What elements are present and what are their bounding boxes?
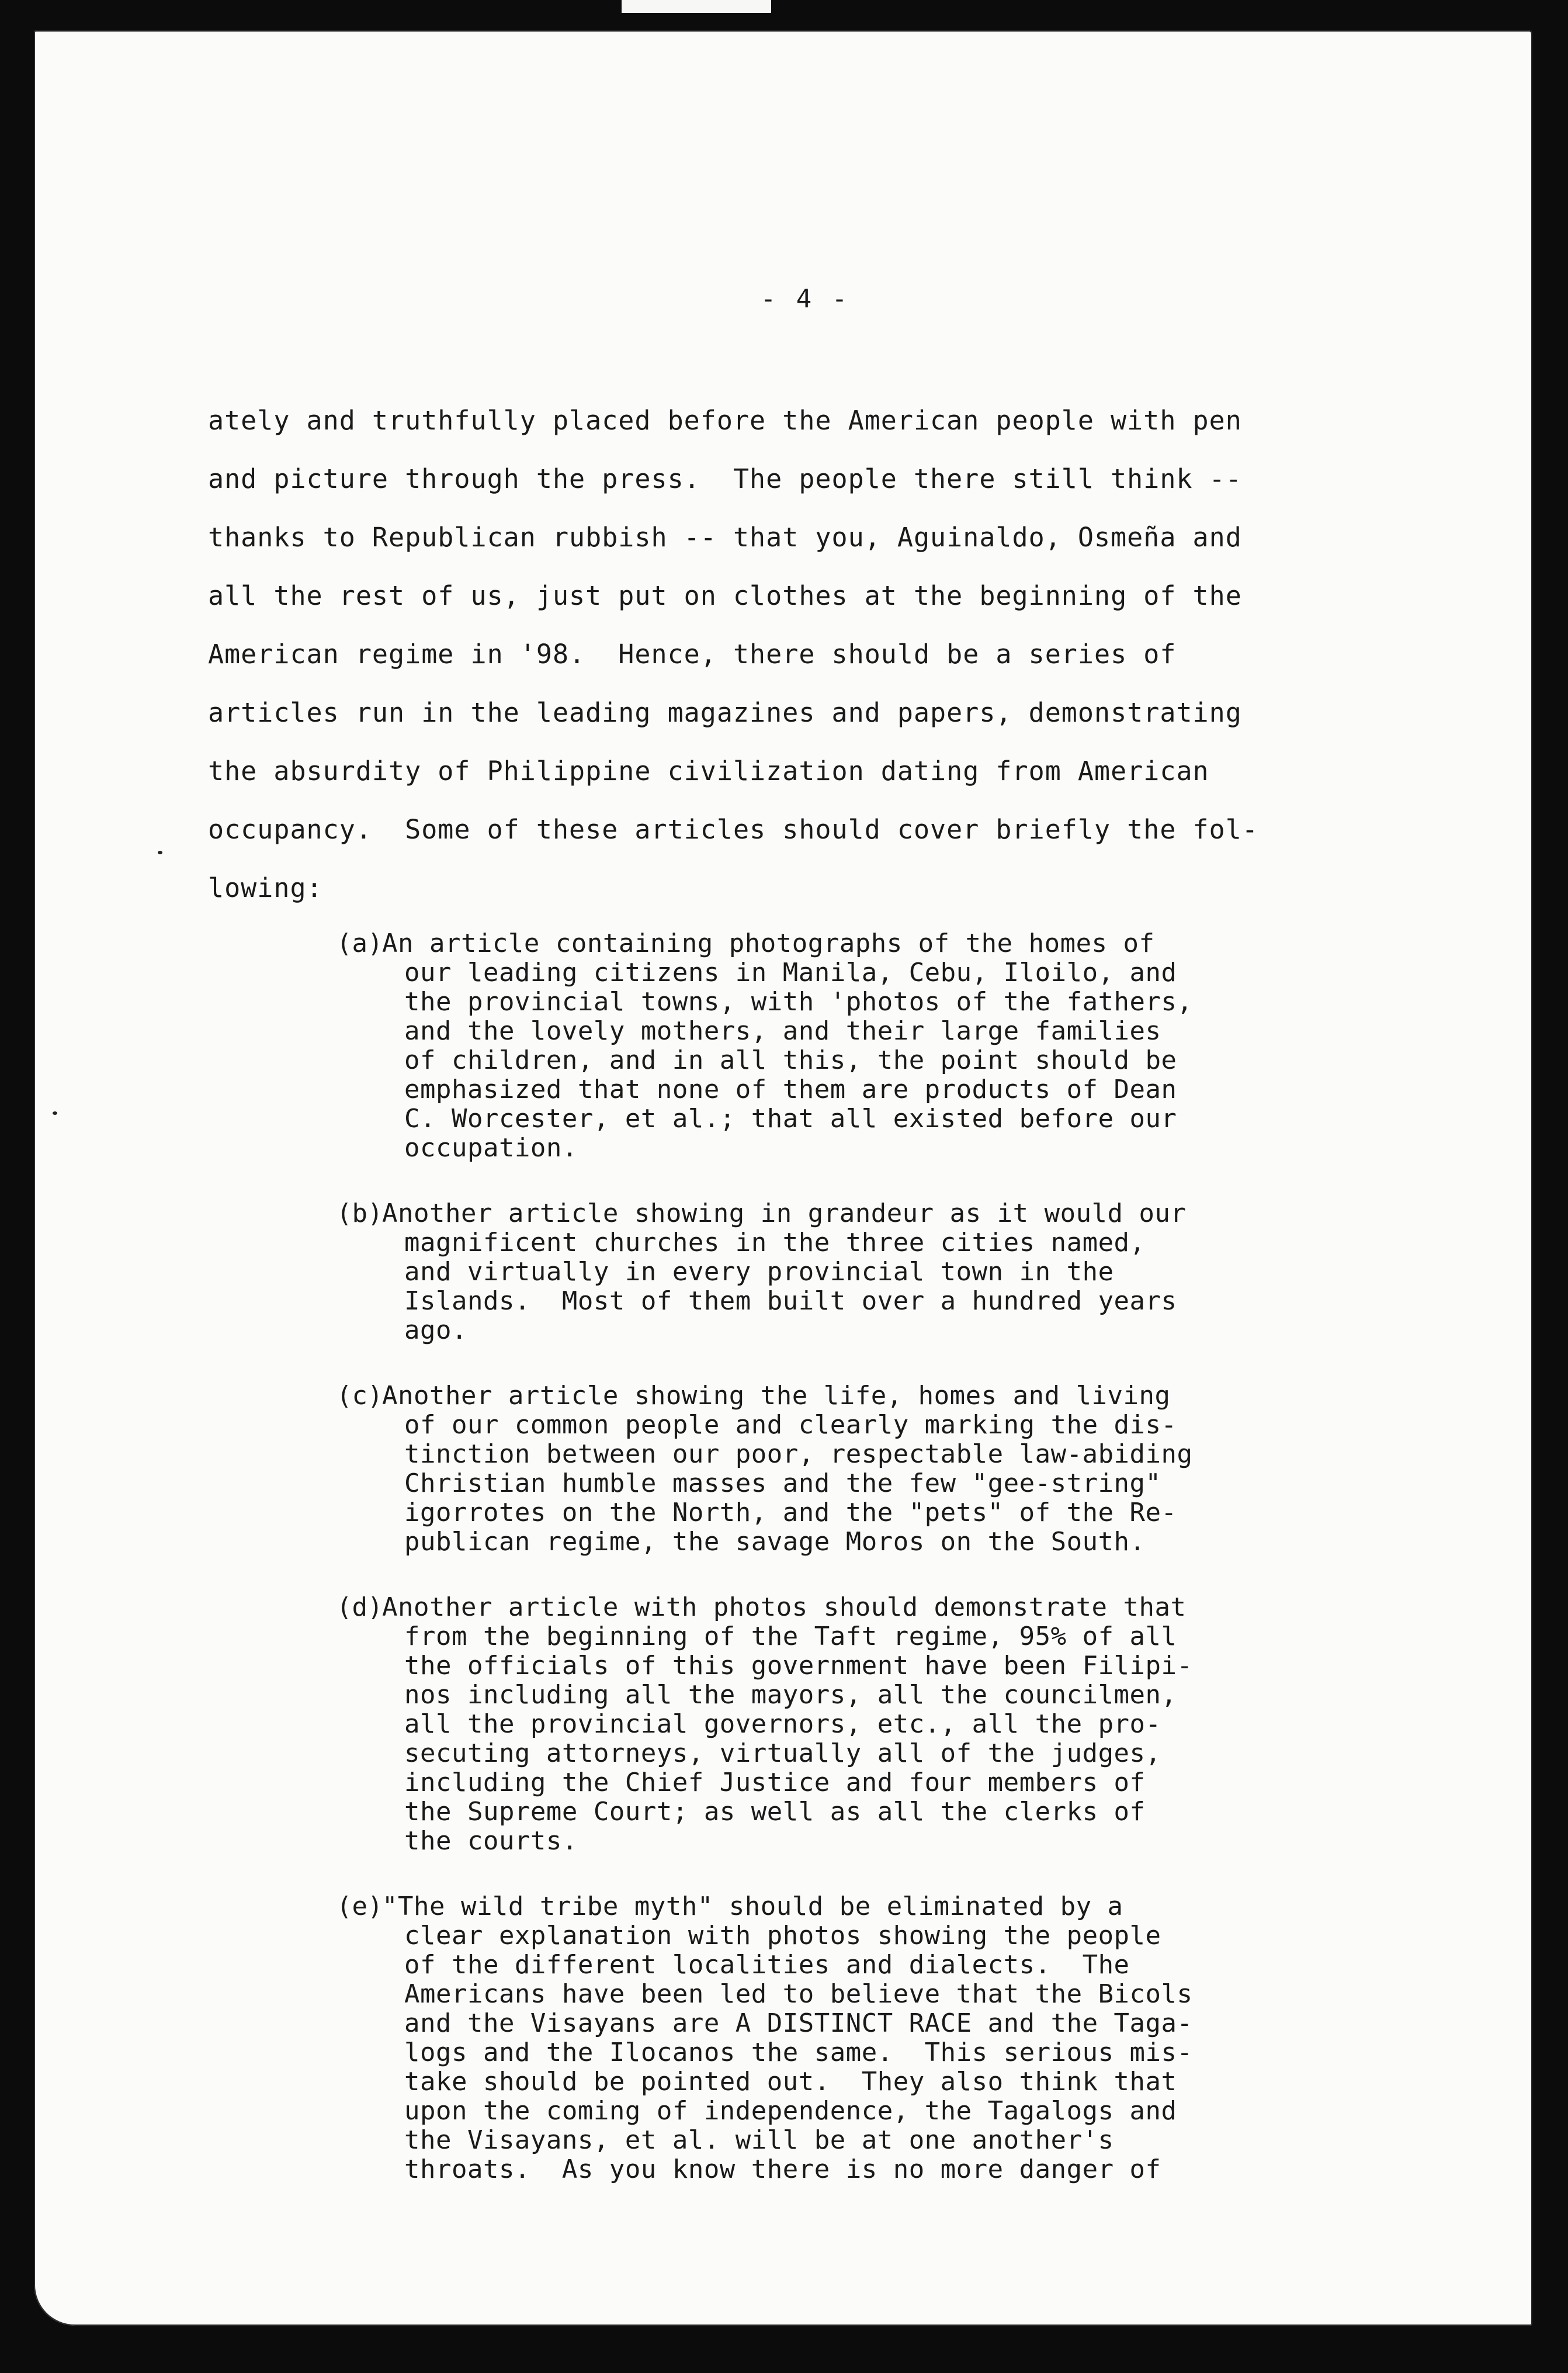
body-line: American regime in '98. Hence, there should be a series of [208,639,1177,670]
body-line: all the rest of us, just put on clothes at the beginning of the [208,580,1242,611]
item-line: the Visayans, et al. will be at one another's [404,2125,1114,2155]
item-line: An article containing photographs of the homes of [382,929,1155,958]
item-line: including the Chief Justice and four members of [404,1768,1146,1797]
item-line: "The wild tribe myth" should be eliminated by a [382,1892,1123,1921]
item-line: Another article with photos should demonstrate that [382,1592,1187,1622]
item-text [301,929,1411,1163]
item-label: (a) [337,929,383,958]
item-line: and the Visayans are A DISTINCT RACE and the Taga- [404,2008,1193,2038]
item-line: emphasized that none of them are products of Dean [404,1075,1177,1104]
item-line: and virtually in every provincial town in the [404,1257,1114,1287]
list-item-d [301,1593,1411,1856]
body-line: and picture through the press. The people there still think -- [208,463,1242,494]
item-label: (d) [337,1592,383,1622]
item-line: of the different localities and dialects. The [404,1950,1130,1980]
item-line: all the provincial governors, etc., all the pro- [404,1709,1161,1739]
item-line: Another article showing the life, homes and living [382,1381,1171,1411]
list-item-b [301,1199,1411,1345]
item-line: the Supreme Court; as well as all the clerks of [404,1797,1146,1827]
item-text [301,1593,1411,1856]
item-line: secuting attorneys, virtually all of the judges, [404,1738,1161,1768]
article-list [301,929,1411,2220]
list-item-a [301,929,1411,1163]
ink-speck [158,851,162,854]
item-text [301,1199,1411,1345]
body-line: the absurdity of Philippine civilization dating from American [208,756,1209,787]
item-line: of our common people and clearly marking the dis- [404,1410,1177,1440]
item-line: the provincial towns, with 'photos of the fathers, [404,987,1193,1017]
top-edge-tab [622,0,771,13]
item-line: C. Worcester, et al.; that all existed before our [404,1104,1177,1134]
item-line: ago. [404,1315,467,1345]
item-line: from the beginning of the Taft regime, 95% of all [404,1622,1177,1651]
item-line: Islands. Most of them built over a hundred years [404,1286,1177,1316]
item-text [301,1381,1411,1557]
list-item-e [301,1892,1411,2184]
page-number: - 4 - [760,284,850,314]
item-line: of children, and in all this, the point should be [404,1045,1177,1075]
typewritten-page [34,30,1532,2326]
item-line: the courts. [404,1826,578,1856]
item-line: magnificent churches in the three cities named, [404,1228,1146,1257]
body-line: thanks to Republican rubbish -- that you, Aguinaldo, Osmeña and [208,522,1242,553]
item-line: igorrotes on the North, and the "pets" of the Re- [404,1498,1177,1527]
body-line: occupancy. Some of these articles should cover briefly the fol- [208,814,1258,845]
item-text [301,1892,1411,2184]
body-line: articles run in the leading magazines and papers, demonstrating [208,697,1242,728]
item-line: the officials of this government have been Filipi- [404,1651,1193,1681]
item-line: clear explanation with photos showing the people [404,1921,1161,1951]
item-line: nos including all the mayors, all the councilmen, [404,1680,1177,1710]
list-item-c [301,1381,1411,1557]
ink-speck [53,1111,57,1115]
item-line: throats. As you know there is no more danger of [404,2154,1161,2184]
body-line: lowing: [208,872,323,903]
item-line: our leading citizens in Manila, Cebu, Iloilo, and [404,958,1177,988]
item-line: publican regime, the savage Moros on the South. [404,1527,1146,1557]
item-label: (c) [337,1381,383,1411]
body-paragraph [208,392,1411,917]
item-line: Another article showing in grandeur as it would our [382,1198,1187,1228]
item-line: Christian humble masses and the few "gee-string" [404,1468,1161,1498]
body-line: ately and truthfully placed before the American people with pen [208,405,1242,436]
item-label: (e) [337,1892,383,1921]
item-label: (b) [337,1198,383,1228]
item-line: occupation. [404,1133,578,1163]
item-line: Americans have been led to believe that the Bicols [404,1979,1193,2009]
item-line: and the lovely mothers, and their large families [404,1016,1161,1046]
item-line: upon the coming of independence, the Tagalogs and [404,2096,1177,2126]
item-line: take should be pointed out. They also think that [404,2067,1177,2097]
item-line: logs and the Ilocanos the same. This serious mis- [404,2038,1193,2067]
item-line: tinction between our poor, respectable law-abiding [404,1439,1193,1469]
